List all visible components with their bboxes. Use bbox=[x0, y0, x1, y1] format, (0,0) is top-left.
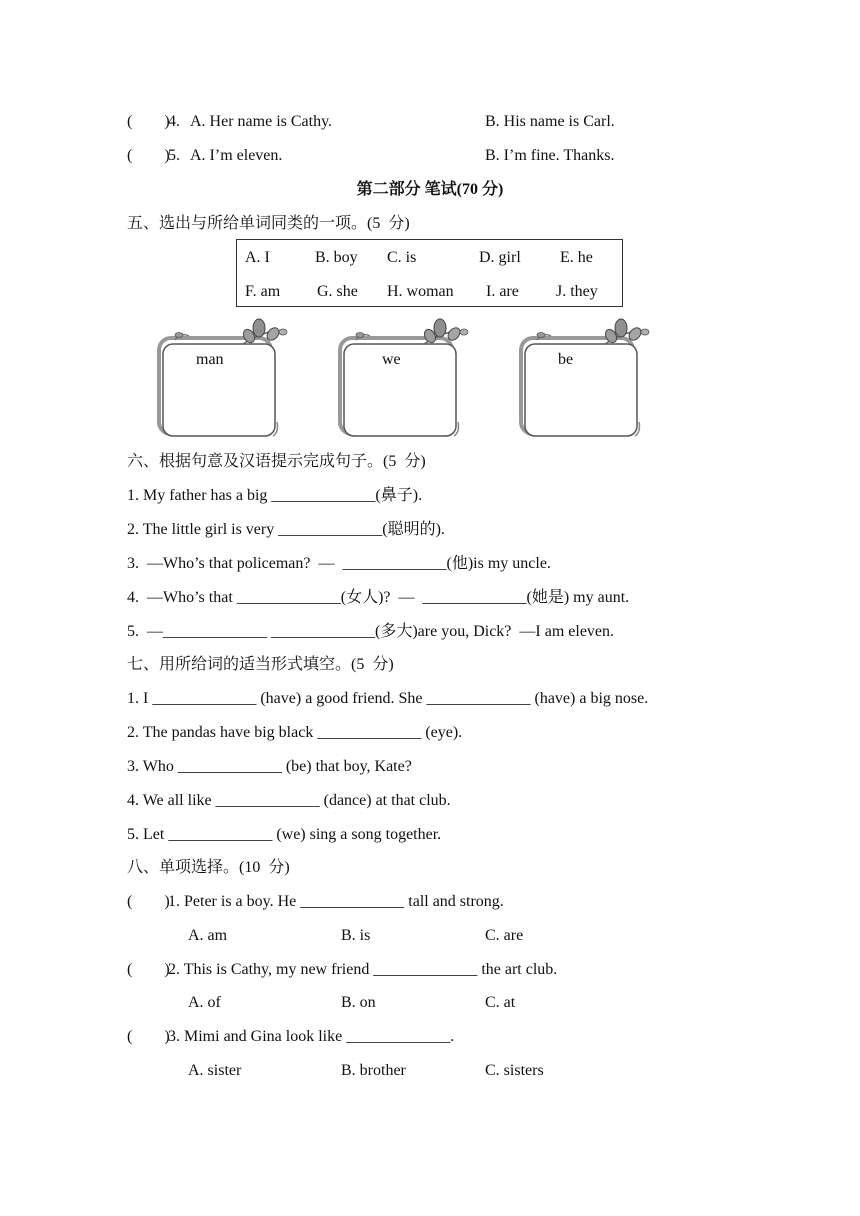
category-word-be: be bbox=[558, 351, 574, 368]
mc2-stem: 2. This is Cathy, my new friend _____________ the art club. bbox=[168, 961, 558, 978]
section7-item-3[interactable]: 3. Who _____________ (be) that boy, Kate? bbox=[127, 758, 412, 775]
word-option: G. she bbox=[317, 283, 358, 300]
mc3-answer-paren[interactable]: ( ) bbox=[127, 1028, 170, 1045]
part-two-title: 第二部分 笔试(70 分) bbox=[356, 181, 504, 198]
mc1-option-c[interactable]: C. are bbox=[485, 927, 524, 944]
q5-number: 5. bbox=[168, 147, 180, 164]
mc2-answer-paren[interactable]: ( ) bbox=[127, 961, 170, 978]
section6-heading: 六、根据句意及汉语提示完成句子。(5 分) bbox=[127, 453, 426, 470]
word-option: F. am bbox=[245, 283, 281, 300]
mc2-option-c[interactable]: C. at bbox=[485, 994, 516, 1011]
word-option: A. I bbox=[245, 249, 270, 266]
mc3-stem: 3. Mimi and Gina look like _____________. bbox=[168, 1028, 455, 1045]
mc2-option-b[interactable]: B. on bbox=[341, 994, 376, 1011]
word-option: C. is bbox=[387, 249, 417, 266]
mc1-option-a[interactable]: A. am bbox=[188, 927, 228, 944]
word-option: E. he bbox=[560, 249, 593, 266]
word-option: D. girl bbox=[479, 249, 521, 266]
leaf-decoration-icon bbox=[175, 319, 287, 345]
section7-item-5[interactable]: 5. Let _____________ (we) sing a song together. bbox=[127, 826, 442, 843]
section6-item-2[interactable]: 2. The little girl is very _____________(聪明的). bbox=[127, 521, 445, 538]
section6-item-3[interactable]: 3. —Who’s that policeman? — _____________(他)is my uncle. bbox=[127, 555, 551, 572]
word-option: H. woman bbox=[387, 283, 454, 300]
mc1-option-b[interactable]: B. is bbox=[341, 927, 371, 944]
category-word-we: we bbox=[382, 351, 401, 368]
category-frame-we[interactable] bbox=[336, 318, 486, 440]
section7-item-1[interactable]: 1. I _____________ (have) a good friend. She _____________ (have) a big nose. bbox=[127, 690, 649, 707]
word-option: J. they bbox=[556, 283, 598, 300]
word-option: B. boy bbox=[315, 249, 358, 266]
section7-item-2[interactable]: 2. The pandas have big black _____________ (eye). bbox=[127, 724, 463, 741]
mc1-stem: 1. Peter is a boy. He _____________ tall and strong. bbox=[168, 893, 504, 910]
mc2-option-a[interactable]: A. of bbox=[188, 994, 221, 1011]
section8-heading: 八、单项选择。(10 分) bbox=[127, 859, 290, 876]
q4-number: 4. bbox=[168, 113, 180, 130]
section5-heading: 五、选出与所给单词同类的一项。(5 分) bbox=[127, 215, 410, 232]
q5-option-b: B. I’m fine. Thanks. bbox=[485, 147, 615, 164]
q5-paren[interactable]: ( ) bbox=[127, 147, 170, 164]
q4-option-a: A. Her name is Cathy. bbox=[190, 113, 333, 130]
section6-item-4[interactable]: 4. —Who’s that _____________(女人)? — _____________(她是) my aunt. bbox=[127, 589, 630, 606]
mc3-option-a[interactable]: A. sister bbox=[188, 1062, 242, 1079]
word-option: I. are bbox=[486, 283, 519, 300]
leaf-decoration-icon bbox=[356, 319, 468, 345]
category-frame-man[interactable] bbox=[155, 318, 305, 440]
mc3-option-c[interactable]: C. sisters bbox=[485, 1062, 544, 1079]
q4-paren[interactable]: ( ) bbox=[127, 113, 170, 130]
section6-item-5[interactable]: 5. —_____________ _____________(多大)are you, Dick? —I am eleven. bbox=[127, 623, 615, 640]
leaf-decoration-icon bbox=[537, 319, 649, 345]
section7-item-4[interactable]: 4. We all like _____________ (dance) at that club. bbox=[127, 792, 451, 809]
q4-option-b: B. His name is Carl. bbox=[485, 113, 615, 130]
section6-item-1[interactable]: 1. My father has a big _____________(鼻子). bbox=[127, 487, 423, 504]
category-word-man: man bbox=[196, 351, 224, 368]
section7-heading: 七、用所给词的适当形式填空。(5 分) bbox=[127, 656, 394, 673]
q5-option-a: A. I’m eleven. bbox=[190, 147, 283, 164]
category-frame-be[interactable] bbox=[517, 318, 667, 440]
mc1-answer-paren[interactable]: ( ) bbox=[127, 893, 170, 910]
mc3-option-b[interactable]: B. brother bbox=[341, 1062, 406, 1079]
